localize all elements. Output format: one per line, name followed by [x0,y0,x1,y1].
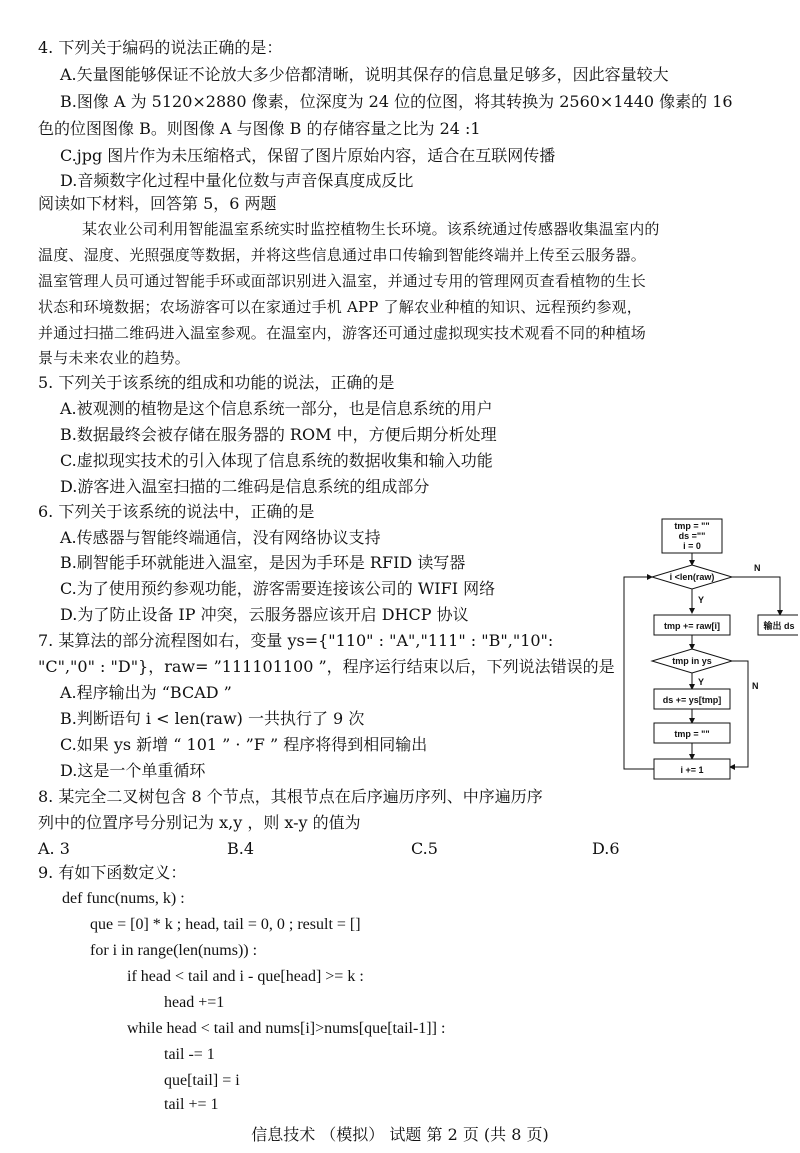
flow-yes1-label: Y [698,595,705,605]
q8-option-a: A. 3 [38,839,70,858]
passage-line: 温度、湿度、光照强度等数据，并将这些信息通过串口传输到智能终端并上传至云服务器。 [38,246,647,264]
q6-option-c: C.为了使用预约参观功能，游客需要连接该公司的 WIFI 网络 [60,579,496,598]
code-line: if head < tail and i - que[head] >= k : [127,968,364,985]
code-line: for i in range(len(nums)) : [90,942,258,959]
q7-stem-line1: 7. 某算法的部分流程图如右，变量 ys={"110" : "A","111" : "B","10": [38,631,554,650]
flow-output-label: 输出 ds [763,621,795,631]
q4-option-b-line1: B.图像 A 为 5120×2880 像素，位深度为 24 位的位图，将其转换为 2560×1440 像素的 16 [60,92,733,111]
code-line: que[tail] = i [164,1072,240,1089]
q8-option-d: D.6 [592,839,620,858]
flowchart [620,515,798,787]
q7-option-a: A.程序输出为 “BCAD ” [60,683,232,702]
reading-intro: 阅读如下材料，回答第 5，6 两题 [38,194,277,213]
q8-option-c: C.5 [411,839,438,858]
q7-option-c: C.如果 ys 新增 “ 101 ” · ”F ” 程序将得到相同输出 [60,735,428,754]
flow-yes2-label: Y [698,677,705,687]
code-line: tail += 1 [164,1096,219,1113]
code-line: tail -= 1 [164,1046,215,1063]
q8-option-b: B.4 [227,839,255,858]
q6-option-d: D.为了防止设备 IP 冲突，云服务器应该开启 DHCP 协议 [60,605,469,624]
q4-stem: 4. 下列关于编码的说法正确的是： [38,38,283,57]
q4-option-b-line2: 色的位图图像 B。则图像 A 与图像 B 的存储容量之比为 24 :1 [38,119,481,138]
flow-init-tmp: tmp = "" [674,521,710,531]
q4-option-d: D.音频数字化过程中量化位数与声音保真度成反比 [60,171,414,190]
passage-line: 并通过扫描二维码进入温室参观。在温室内，游客还可通过虚拟现实技术观看不同的种植场 [38,324,647,342]
q6-stem: 6. 下列关于该系统的说法中，正确的是 [38,502,315,521]
q5-option-b: B.数据最终会被存储在服务器的 ROM 中，方便后期分析处理 [60,425,497,444]
page-footer: 信息技术 （模拟） 试题 第 2 页 (共 8 页) [251,1125,549,1144]
code-line: while head < tail and nums[i]>nums[que[tail-1]] : [127,1020,446,1037]
code-line: que = [0] * k ; head, tail = 0, 0 ; result = [] [90,916,361,933]
q4-option-c: C.jpg 图片作为未压缩格式，保留了图片原始内容，适合在互联网传播 [60,146,556,165]
passage-line: 状态和环境数据；农场游客可以在家通过手机 APP 了解农业种植的知识、远程预约参观， [38,298,642,316]
q7-option-b: B.判断语句 i < len(raw) 一共执行了 9 次 [60,709,365,728]
passage-line: 某农业公司利用智能温室系统实时监控植物生长环境。该系统通过传感器收集温室内的 [82,220,660,238]
passage-line: 温室管理人员可通过智能手环或面部识别进入温室，并通过专用的管理网页查看植物的生长 [38,272,647,290]
code-line: def func(nums, k) : [62,890,185,907]
flow-step1-label: tmp += raw[i] [663,621,721,631]
q6-option-a: A.传感器与智能终端通信，没有网络协议支持 [60,528,381,547]
flow-cond1-label: i <len(raw) [669,572,715,582]
flow-cond2-label: tmp in ys [672,656,712,666]
q8-stem-line1: 8. 某完全二叉树包含 8 个节点，其根节点在后序遍历序列、中序遍历序 [38,787,543,806]
q5-option-d: D.游客进入温室扫描的二维码是信息系统的组成部分 [60,477,430,496]
q7-stem-line2: "C","0" : "D"}，raw= ”111101100 ”，程序运行结束以后，下列说法错误的是 [38,657,615,676]
q4-option-a: A.矢量图能够保证不论放大多少倍都清晰，说明其保存的信息量足够多，因此容量较大 [60,65,669,84]
flow-init-ds: ds ="" [678,531,706,541]
q7-option-d: D.这是一个单重循环 [60,761,206,780]
q5-stem: 5. 下列关于该系统的组成和功能的说法，正确的是 [38,373,395,392]
flow-no1-label: N [754,563,761,573]
q5-option-c: C.虚拟现实技术的引入体现了信息系统的数据收集和输入功能 [60,451,493,470]
flow-step4-label: i += 1 [680,765,704,775]
flow-step3-label: tmp = "" [674,729,710,739]
q5-option-a: A.被观测的植物是这个信息系统一部分，也是信息系统的用户 [60,399,493,418]
passage-line: 景与未来农业的趋势。 [38,349,191,367]
q9-stem: 9. 有如下函数定义： [38,863,187,882]
flow-init-i: i = 0 [683,541,701,551]
flow-step2-label: ds += ys[tmp] [662,695,722,705]
code-line: head +=1 [164,994,225,1011]
q6-option-b: B.刷智能手环就能进入温室，是因为手环是 RFID 读写器 [60,553,466,572]
q8-stem-line2: 列中的位置序号分别记为 x,y ，则 x-y 的值为 [38,813,361,832]
flow-no2-label: N [752,681,759,691]
